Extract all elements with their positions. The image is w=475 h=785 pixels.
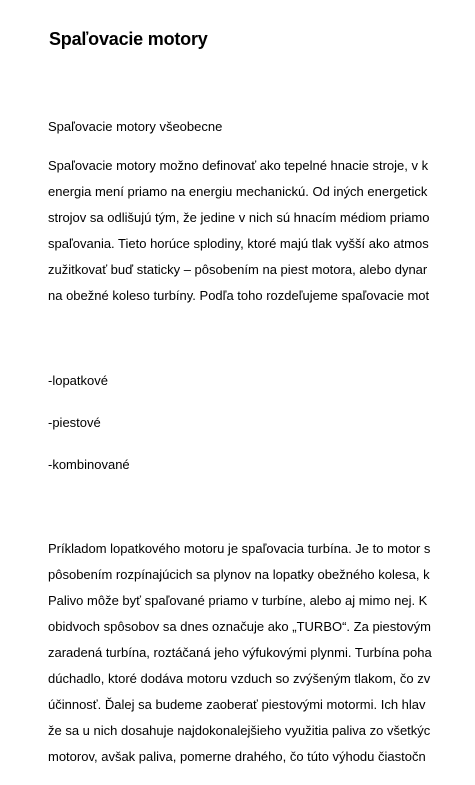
- page-title: Spaľovacie motory: [49, 29, 208, 49]
- paragraph-2-line: dúchadlo, ktoré dodáva motoru vzduch so zvýšeným tlakom, čo zv: [48, 671, 431, 686]
- paragraph-1-line: na obežné koleso turbíny. Podľa toho rozdeľujeme spaľovacie mot: [48, 288, 430, 303]
- paragraph-1-line: Spaľovacie motory možno definovať ako tepelné hnacie stroje, v k: [48, 158, 429, 173]
- paragraph-1-line: strojov sa odlišujú tým, že jedine v nich sú hnacím médiom priamo: [48, 210, 430, 225]
- section-heading: Spaľovacie motory všeobecne: [48, 119, 223, 134]
- paragraph-2-line: zaradená turbína, roztáčaná jeho výfukovými plynmi. Turbína poha: [48, 645, 432, 660]
- paragraph-2-line: pôsobením rozpínajúcich sa plynov na lopatky obežného kolesa, k: [48, 567, 430, 582]
- paragraph-2-line: účinnosť. Ďalej sa budeme zaoberať piestovými motormi. Ich hlav: [48, 697, 426, 712]
- paragraph-2-line: Palivo môže byť spaľované priamo v turbíne, alebo aj mimo nej. K: [48, 593, 428, 608]
- paragraph-2-line: že sa u nich dosahuje najdokonalejšieho využitia paliva zo všetkýc: [48, 723, 431, 738]
- list-item: -piestové: [48, 415, 101, 430]
- list-item: -lopatkové: [48, 373, 108, 388]
- paragraph-2-line: motorov, avšak paliva, pomerne drahého, čo túto výhodu čiastočn: [48, 749, 426, 764]
- paragraph-2-line: Príkladom lopatkového motoru je spaľovacia turbína. Je to motor s: [48, 541, 431, 556]
- list-item: -kombinované: [48, 457, 130, 472]
- paragraph-1-line: zužitkovať buď staticky – pôsobením na piest motora, alebo dynar: [48, 262, 428, 277]
- paragraph-1-line: spaľovania. Tieto horúce splodiny, ktoré majú tlak vyšší ako atmos: [48, 236, 429, 251]
- paragraph-1-line: energia mení priamo na energiu mechanickú. Od iných energetick: [48, 184, 428, 199]
- paragraph-2-line: obidvoch spôsobov sa dnes označuje ako „TURBO“. Za piestovým: [48, 619, 431, 634]
